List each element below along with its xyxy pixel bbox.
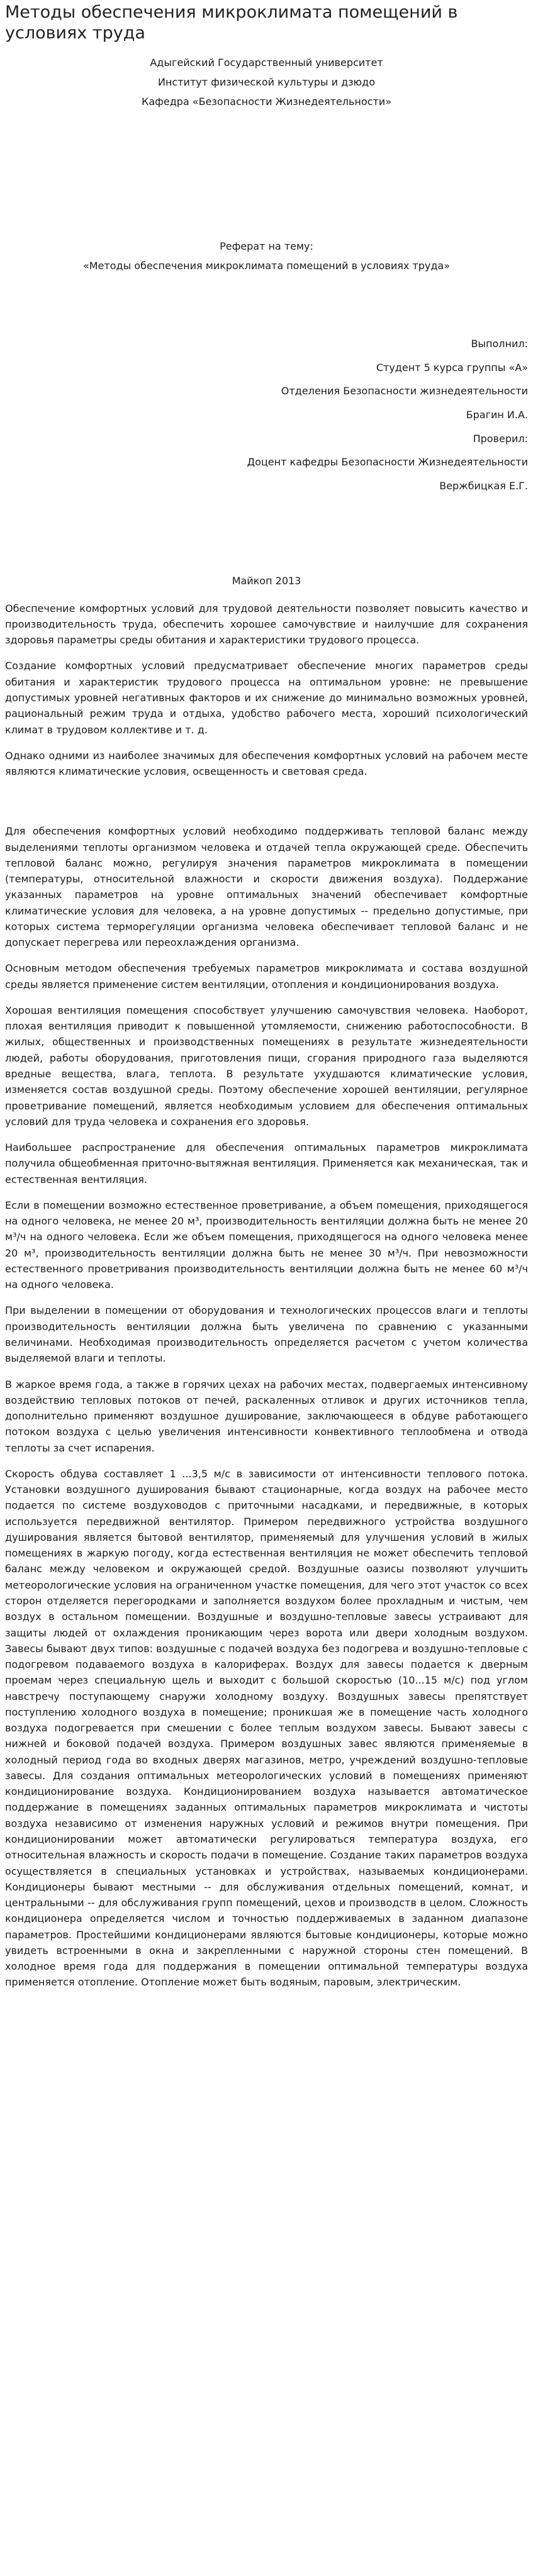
paragraph: Основным методом обеспечения требуемых параметров микроклимата и состава воздушной среды является применение систем вентиляции, отопления и кондиционирования воздуха. (5, 962, 528, 991)
paragraph: В жаркое время года, а также в горячих цехах на рабочих местах, подвергаемых интенсивному воздействию тепловых потоков от печей, раскаленных отливок и других источников тепла, дополнительно применяют воздушное душирование, заключающееся в обдуве работающего потоком воздуха с целью увеличения интенсивности конвективного теплообмена и отвода теплоты за счет испарения. (5, 1378, 528, 1454)
institute-name: Институт физической культуры и дзюдо (158, 76, 375, 89)
referat-label: Реферат на тему: (220, 240, 313, 253)
paragraph: Обеспечение комфортных условий для трудовой деятельности позволяет повысить качество и производительность труда, обеспечить хорошее самочувствие и наилучшие для сохранения здоровья параметры среды обитания и характеристики трудового процесса. (5, 602, 528, 647)
spacer (5, 111, 528, 237)
signature-block (5, 332, 528, 497)
document-body (5, 601, 528, 1990)
paragraph: Хорошая вентиляция помещения способствует улучшению самочувствия человека. Наоборот, плохая вентиляция приводит к повышенной утомляемости, снижению работоспособности. В жилых, общественных и производственных помещениях в результате жизнедеятельности людей, работы оборудования, приготовления пищи, сгорания природного газа выделяются вредные вещества, влага, теплота. В результате ухудшаются климатические условия, изменяется состав воздушной среды. Поэтому обеспечение хорошей вентиляции, регулярное проветривание помещений, является необходимым условием для обеспечения оптимальных условий для труда человека и сохранения его здоровья. (5, 1004, 528, 1128)
student-name: Брагин И.А. (466, 409, 528, 421)
student-info: Студент 5 курса группы «А» (376, 361, 528, 374)
paragraph: Создание комфортных условий предусматривает обеспечение многих параметров среды обитания и характеристик трудового процесса на оптимальном уровне: не превышение допустимых уровней негативных факторов и их снижение до минимально возможных уровней, рациональный режим труда и отдыха, удобство рабочего места, хороший психологический климат в трудовом коллективе и т. д. (5, 660, 528, 736)
department-name: Кафедра «Безопасности Жизнедеятельности» (142, 96, 391, 108)
spacer (5, 275, 528, 332)
teacher-name: Вержбицкая Е.Г. (439, 479, 528, 492)
spacer (5, 497, 528, 573)
referat-block (5, 237, 528, 275)
institution-block (5, 53, 528, 112)
paragraph: Скорость обдува составляет 1 ...3,5 м/с в зависимости от интенсивности теплового потока. Установки воздушного душирования бывают стационарные, когда воздух на рабочее место подается по системе воздуховодов с приточными насадками, и передвижные, в которых используется передвижной вентилятор. Примером передвижного устройства воздушного душирования является бытовой вентилятор, применяемый для улучшения условий в жилых помещениях в жаркую погоду, когда естественная вентиляция не может обеспечить тепловой баланс между человеком и окружающей средой. Воздушные оазисы позволяют улучшить метеорологические условия на ограниченном участке помещения, для чего этот участок со всех сторон отделяется перегородками и заполняется воздухом более прохладным и чистым, чем воздух в остальном помещении. Воздушные и воздушно-тепловые завесы устраивают для защиты людей от охлаждения проникающим через ворота или двери холодным воздухом. Завесы бывают двух типов: воздушные с подачей воздуха без подогрева и воздушно-тепловые с подогревом подаваемого воздуха в калориферах. Воздух для завесы подается к дверным проемам через специальную щель и выходит с большой скоростью (10...15 м/с) под углом навстречу поступающему снаружи холодному воздуху. Воздушных завесы препятствует поступлению холодного воздуха в помещение; проникшая же в помещение часть холодного воздуха подогревается при смешении с более теплым воздухом завесы. Бывают завесы с нижней и боковой подачей воздуха. Примером воздушных завес являются применяемые в холодный период года во входных дверях магазинов, метро, учреждений воздушно-тепловые завесы. Для создания оптимальных метеорологических условий в помещениях применяют кондиционирование воздуха. Кондиционированием воздуха называется автоматическое поддержание в помещениях заданных оптимальных параметров микроклимата и чистоты воздуха независимо от изменения наружных условий и режимов внутри помещения. При кондиционировании может автоматически регулироваться температура воздуха, его относительная влажность и скорость подачи в помещение. Создание таких параметров воздуха осуществляется в специальных установках и устройствах, называемых кондиционерами. Кондиционеры бывают местными -- для обслуживания отдельных помещений, комнат, и центральными -- для обслуживания групп помещений, цехов и производств в целом. Сложность кондиционера определяется числом и точностью поддерживаемых в заданном диапазоне параметров. Простейшими кондиционерами являются бытовые кондиционеры, которые можно увидеть встроенными в окна и закрепленными с наружной стороны стен помещений. В холодное время года для поддержания в помещении оптимальной температуры воздуха применяется отопление. Отопление может быть водяным, паровым, электрическим. (5, 1467, 528, 1989)
paragraph: Однако одними из наиболее значимых для обеспечения комфортных условий на рабочем месте являются климатические условия, освещенность и световая среда. (5, 749, 528, 778)
performed-label: Выполнил: (471, 338, 528, 350)
paragraph: Если в помещении возможно естественное проветривание, а объем помещения, приходящегося на одного человека, не менее 20 м³, производительность вентиляции должна быть не менее 20 м³/ч на одного человека. Если же объем помещения, приходящегося на одного человека менее 20 м³, производительность вентиляции должна быть не менее 30 м³/ч. При невозможности естественного проветривания производительность вентиляции должна быть не менее 60 м³/ч на одного человека. (5, 1199, 528, 1291)
student-department: Отделения Безопасности жизнедеятельности (281, 385, 528, 397)
paragraph: Наибольшее распространение для обеспечения оптимальных параметров микроклимата получила общеобменная приточно-вытяжная вентиляция. Применяется как механическая, так и естественная вентиляция. (5, 1141, 528, 1185)
checked-label: Проверил: (473, 432, 528, 445)
page-title: Методы обеспечения микроклимата помещений в условиях труда (5, 3, 458, 43)
teacher-info: Доцент кафедры Безопасности Жизнедеятельности (247, 456, 528, 469)
paragraph: При выделении в помещении от оборудования и технологических процессов влаги и теплоты производительность вентиляции должна быть увеличена по сравнению с указанными величинами. Необходимая производительность определяется расчетом с учетом количества выделяемой влаги и теплоты. (5, 1304, 528, 1365)
paragraph: Для обеспечения комфортных условий необходимо поддерживать тепловой баланс между выделениями теплоты организмом человека и отдачей тепла окружающей среде. Обеспечить тепловой баланс можно, регулируя значения параметров микроклимата в помещении (температуры, относительной влажности и скорости движения воздуха). Поддержание указанных параметров на уровне оптимальных значений обеспечивает комфортные климатические условия для человека, а на уровне допустимых -- предельно допустимые, при которых система терморегуляции организма человека обеспечивает тепловой баланс и не допускает перегрева или переохлаждения организма. (5, 825, 528, 949)
date-place: Майкоп 2013 (232, 575, 301, 587)
referat-topic: «Методы обеспечения микроклимата помещений в условиях труда» (82, 259, 451, 272)
university-name: Адыгейский Государственный университет (150, 56, 383, 69)
